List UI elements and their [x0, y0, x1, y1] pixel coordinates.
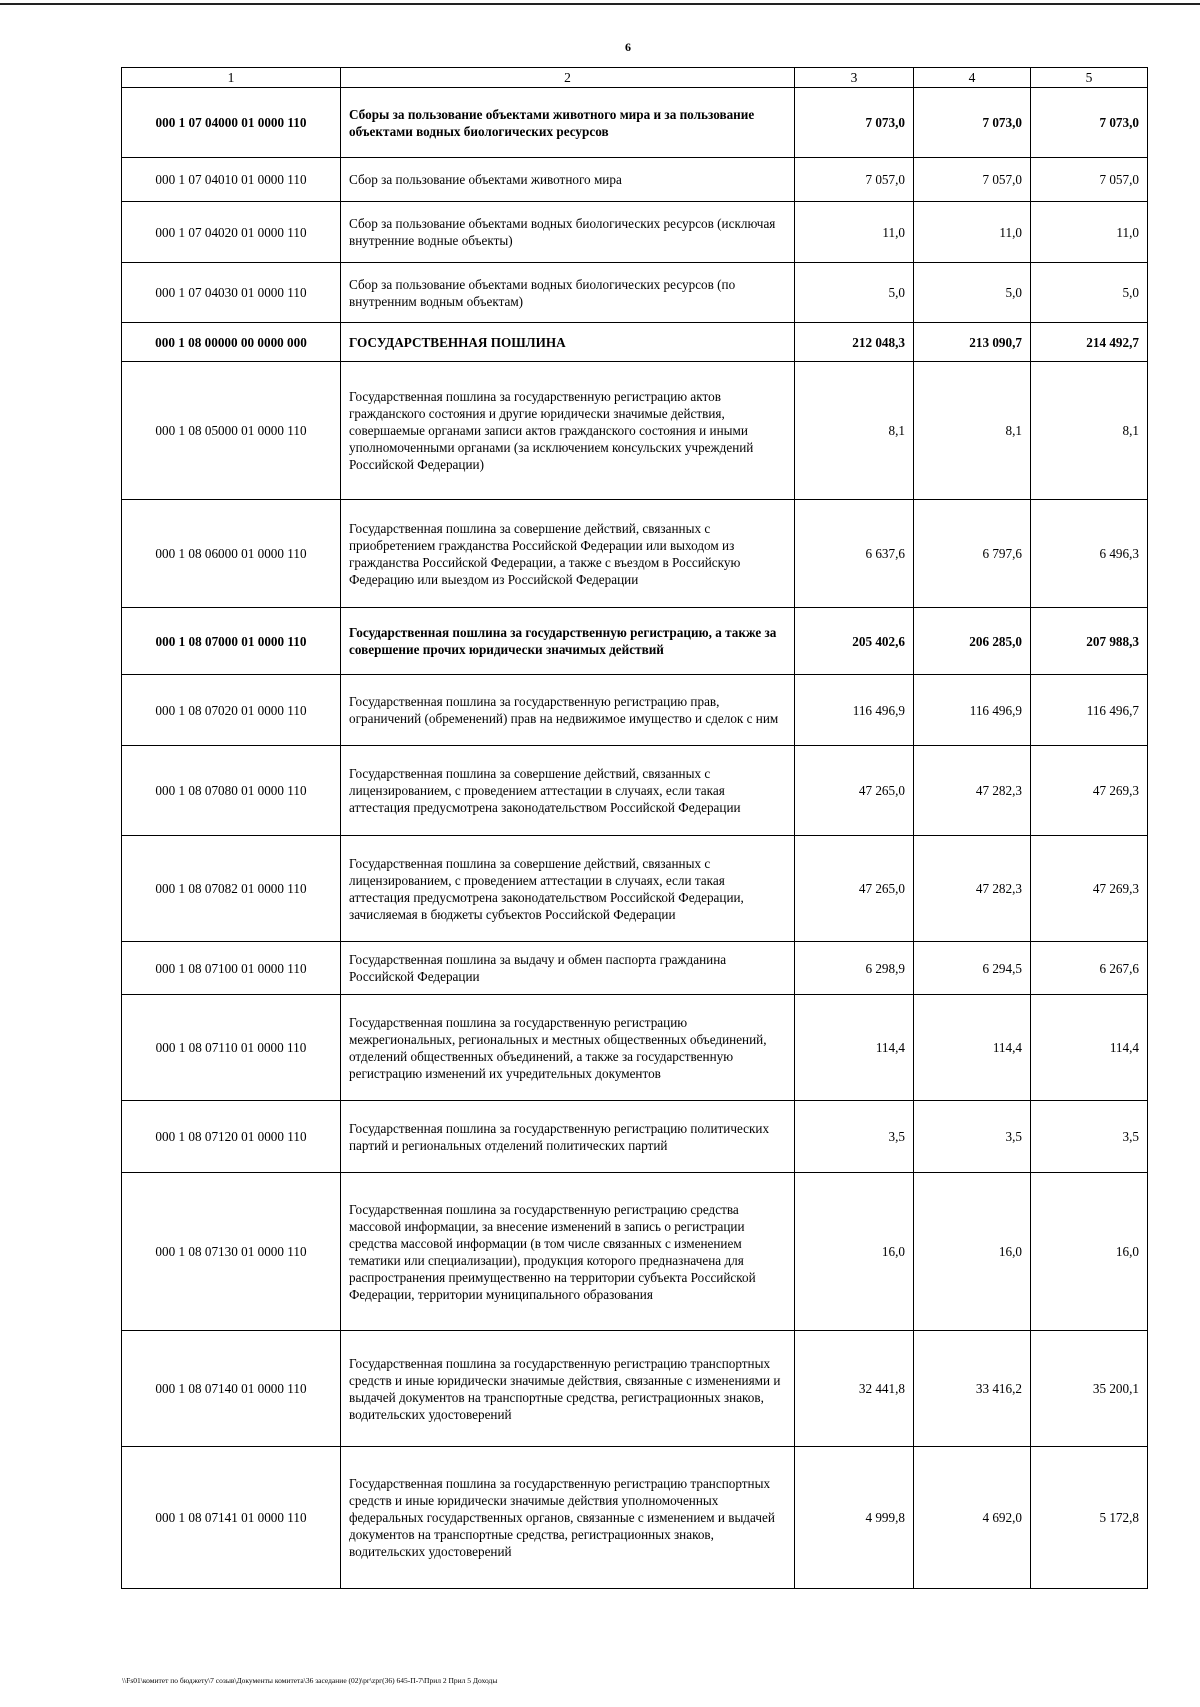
- value-col3-cell: 114,4: [795, 995, 914, 1101]
- value-col5-cell: 3,5: [1031, 1101, 1148, 1173]
- revenue-name-cell: Государственная пошлина за государственную регистрацию межрегиональных, региональных и местных общественных объединений, отделений общественных объединений, а также за государственную регистрацию изменений их учредительных документов: [341, 995, 795, 1101]
- value-col4-cell: 4 692,0: [914, 1447, 1031, 1589]
- value-col3-cell: 6 637,6: [795, 500, 914, 608]
- revenue-name-cell: Государственная пошлина за совершение действий, связанных с лицензированием, с проведением аттестации в случаях, если такая аттестация предусмотрена законодательством Российской Федерации, зачисляемая в бюджеты субъектов Российской Федерации: [341, 836, 795, 942]
- value-col5-cell: 6 267,6: [1031, 942, 1148, 995]
- value-col5-cell: 214 492,7: [1031, 323, 1148, 362]
- budget-code-cell: 000 1 08 06000 01 0000 110: [122, 500, 341, 608]
- header-cell: 2: [341, 68, 795, 88]
- value-col4-cell: 6 294,5: [914, 942, 1031, 995]
- budget-code-cell: 000 1 07 04010 01 0000 110: [122, 158, 341, 202]
- footer-file-path: \\Fs01\комитет по бюджету\7 созыв\Документы комитета\36 заседание (02)\рг\zрг(36) 645-П-7\Прил 2 Прил 5 Доходы: [122, 1676, 498, 1685]
- value-col3-cell: 116 496,9: [795, 675, 914, 746]
- value-col3-cell: 16,0: [795, 1173, 914, 1331]
- value-col5-cell: 5,0: [1031, 263, 1148, 323]
- budget-code-cell: 000 1 08 07100 01 0000 110: [122, 942, 341, 995]
- value-col3-cell: 47 265,0: [795, 836, 914, 942]
- value-col4-cell: 213 090,7: [914, 323, 1031, 362]
- value-col4-cell: 114,4: [914, 995, 1031, 1101]
- revenue-name-cell: Сборы за пользование объектами животного мира и за пользование объектами водных биологических ресурсов: [341, 88, 795, 158]
- budget-code-cell: 000 1 07 04030 01 0000 110: [122, 263, 341, 323]
- value-col4-cell: 16,0: [914, 1173, 1031, 1331]
- table-row: [122, 158, 1148, 202]
- table-row: [122, 746, 1148, 836]
- budget-code-cell: 000 1 07 04000 01 0000 110: [122, 88, 341, 158]
- revenue-name-cell: Государственная пошлина за государственную регистрацию транспортных средств и иные юридически значимые действия, связанные с изменениями и выдачей документов на транспортные средства, регистрационных знаков, водительских удостоверений: [341, 1331, 795, 1447]
- header-cell: 5: [1031, 68, 1148, 88]
- value-col3-cell: 32 441,8: [795, 1331, 914, 1447]
- table-row: [122, 323, 1148, 362]
- table-row: [122, 1447, 1148, 1589]
- budget-code-cell: 000 1 08 07130 01 0000 110: [122, 1173, 341, 1331]
- value-col3-cell: 47 265,0: [795, 746, 914, 836]
- revenue-name-cell: Государственная пошлина за государственную регистрацию, а также за совершение прочих юридически значимых действий: [341, 608, 795, 675]
- value-col3-cell: 7 057,0: [795, 158, 914, 202]
- value-col3-cell: 5,0: [795, 263, 914, 323]
- revenue-name-cell: Государственная пошлина за совершение действий, связанных с лицензированием, с проведением аттестации в случаях, если такая аттестация предусмотрена законодательством Российской Федерации: [341, 746, 795, 836]
- table-row: [122, 202, 1148, 263]
- budget-code-cell: 000 1 08 05000 01 0000 110: [122, 362, 341, 500]
- value-col5-cell: 6 496,3: [1031, 500, 1148, 608]
- revenue-name-cell: Государственная пошлина за государственную регистрацию транспортных средств и иные юридически значимые действия уполномоченных федеральных государственных органов, связанные с изменением и выдачей документов на транспортные средства, регистрационных знаков, водительских удостоверений: [341, 1447, 795, 1589]
- revenue-name-cell: Государственная пошлина за государственную регистрацию средства массовой информации, за внесение изменений в запись о регистрации средства массовой информации (в том числе связанных с изменением тематики или специализации), продукция которого предназначена для распространения преимущественно на территории субъекта Российской Федерации, территории муниципального образования: [341, 1173, 795, 1331]
- value-col3-cell: 212 048,3: [795, 323, 914, 362]
- table-row: [122, 995, 1148, 1101]
- table-row: [122, 675, 1148, 746]
- revenue-name-cell: ГОСУДАРСТВЕННАЯ ПОШЛИНА: [341, 323, 795, 362]
- revenue-name-cell: Государственная пошлина за государственную регистрацию актов гражданского состояния и другие юридически значимые действия, совершаемые органами записи актов гражданского состояния и иными уполномоченными органами (за исключением консульских учреждений Российской Федерации): [341, 362, 795, 500]
- table-row: [122, 362, 1148, 500]
- budget-code-cell: 000 1 07 04020 01 0000 110: [122, 202, 341, 263]
- value-col4-cell: 3,5: [914, 1101, 1031, 1173]
- value-col4-cell: 116 496,9: [914, 675, 1031, 746]
- value-col5-cell: 47 269,3: [1031, 836, 1148, 942]
- revenue-name-cell: Государственная пошлина за государственную регистрацию политических партий и региональных отделений политических партий: [341, 1101, 795, 1173]
- budget-code-cell: 000 1 08 07110 01 0000 110: [122, 995, 341, 1101]
- table-header-row: [122, 68, 1148, 88]
- value-col3-cell: 205 402,6: [795, 608, 914, 675]
- budget-code-cell: 000 1 08 07082 01 0000 110: [122, 836, 341, 942]
- table-row: [122, 1173, 1148, 1331]
- value-col3-cell: 6 298,9: [795, 942, 914, 995]
- value-col4-cell: 8,1: [914, 362, 1031, 500]
- revenue-name-cell: Сбор за пользование объектами животного мира: [341, 158, 795, 202]
- budget-code-cell: 000 1 08 07140 01 0000 110: [122, 1331, 341, 1447]
- table-row: [122, 88, 1148, 158]
- value-col3-cell: 3,5: [795, 1101, 914, 1173]
- value-col3-cell: 8,1: [795, 362, 914, 500]
- value-col4-cell: 33 416,2: [914, 1331, 1031, 1447]
- value-col4-cell: 47 282,3: [914, 746, 1031, 836]
- value-col4-cell: 6 797,6: [914, 500, 1031, 608]
- table-row: [122, 836, 1148, 942]
- header-cell: 4: [914, 68, 1031, 88]
- value-col4-cell: 7 057,0: [914, 158, 1031, 202]
- page-number: 6: [625, 40, 631, 54]
- value-col5-cell: 7 073,0: [1031, 88, 1148, 158]
- value-col4-cell: 206 285,0: [914, 608, 1031, 675]
- value-col4-cell: 11,0: [914, 202, 1031, 263]
- value-col4-cell: 47 282,3: [914, 836, 1031, 942]
- budget-code-cell: 000 1 08 07020 01 0000 110: [122, 675, 341, 746]
- table-row: [122, 1331, 1148, 1447]
- table-row: [122, 942, 1148, 995]
- budget-code-cell: 000 1 08 07141 01 0000 110: [122, 1447, 341, 1589]
- value-col4-cell: 7 073,0: [914, 88, 1031, 158]
- budget-code-cell: 000 1 08 07120 01 0000 110: [122, 1101, 341, 1173]
- value-col5-cell: 207 988,3: [1031, 608, 1148, 675]
- table-row: [122, 500, 1148, 608]
- value-col5-cell: 16,0: [1031, 1173, 1148, 1331]
- revenue-name-cell: Государственная пошлина за выдачу и обмен паспорта гражданина Российской Федерации: [341, 942, 795, 995]
- table-row: [122, 1101, 1148, 1173]
- value-col5-cell: 11,0: [1031, 202, 1148, 263]
- value-col3-cell: 11,0: [795, 202, 914, 263]
- revenue-name-cell: Государственная пошлина за совершение действий, связанных с приобретением гражданства Российской Федерации или выходом из гражданства Российской Федерации, а также с въездом в Российскую Федерацию или выездом из Российской Федерации: [341, 500, 795, 608]
- value-col5-cell: 47 269,3: [1031, 746, 1148, 836]
- revenue-table: [121, 67, 1148, 1589]
- value-col5-cell: 5 172,8: [1031, 1447, 1148, 1589]
- table-row: [122, 263, 1148, 323]
- value-col5-cell: 116 496,7: [1031, 675, 1148, 746]
- value-col5-cell: 35 200,1: [1031, 1331, 1148, 1447]
- header-cell: 3: [795, 68, 914, 88]
- revenue-name-cell: Государственная пошлина за государственную регистрацию прав, ограничений (обременений) прав на недвижимое имущество и сделок с ним: [341, 675, 795, 746]
- value-col5-cell: 7 057,0: [1031, 158, 1148, 202]
- value-col5-cell: 8,1: [1031, 362, 1148, 500]
- budget-code-cell: 000 1 08 07080 01 0000 110: [122, 746, 341, 836]
- budget-code-cell: 000 1 08 00000 00 0000 000: [122, 323, 341, 362]
- table-row: [122, 608, 1148, 675]
- revenue-name-cell: Сбор за пользование объектами водных биологических ресурсов (по внутренним водным объектам): [341, 263, 795, 323]
- value-col4-cell: 5,0: [914, 263, 1031, 323]
- value-col3-cell: 7 073,0: [795, 88, 914, 158]
- budget-code-cell: 000 1 08 07000 01 0000 110: [122, 608, 341, 675]
- top-border-line: [0, 3, 1200, 5]
- value-col3-cell: 4 999,8: [795, 1447, 914, 1589]
- header-cell: 1: [122, 68, 341, 88]
- revenue-name-cell: Сбор за пользование объектами водных биологических ресурсов (исключая внутренние водные объекты): [341, 202, 795, 263]
- value-col5-cell: 114,4: [1031, 995, 1148, 1101]
